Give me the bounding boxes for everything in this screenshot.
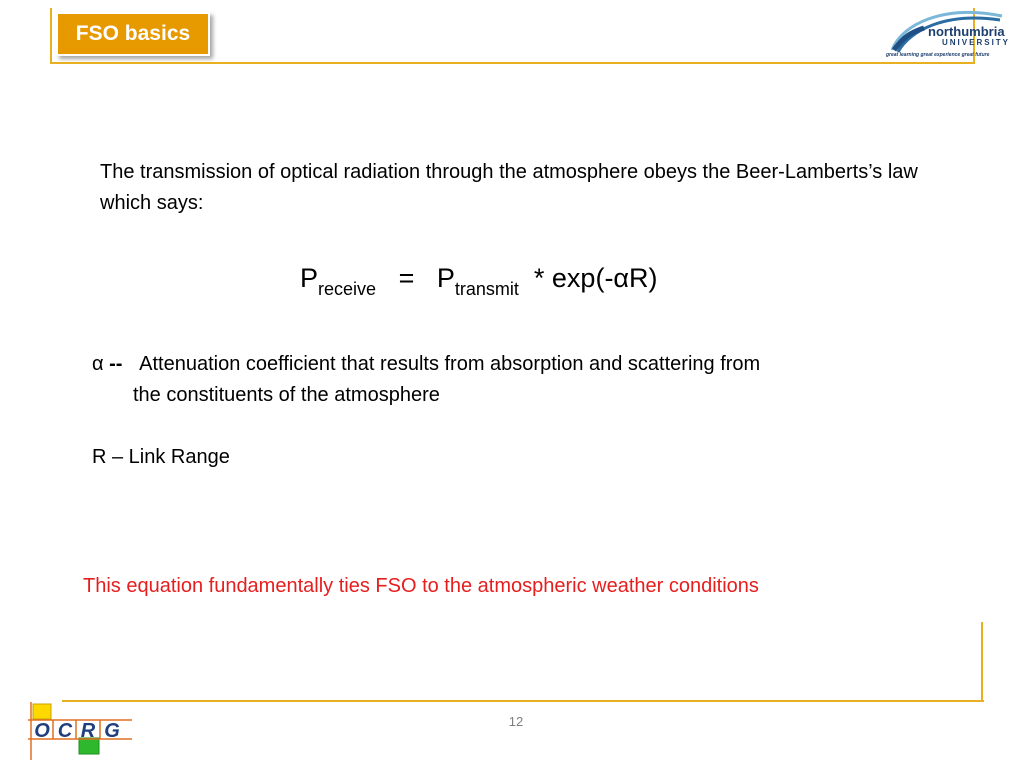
alpha-definition-line-2: the constituents of the atmosphere: [133, 384, 440, 406]
ocrg-letter-c: C: [57, 720, 73, 742]
ocrg-letter-o: O: [34, 720, 50, 742]
university-name: northumbria: [928, 24, 1005, 39]
beer-lambert-equation: [300, 263, 658, 300]
title-rule-horizontal: [50, 62, 974, 64]
northumbria-logo: [884, 2, 1020, 62]
alpha-definition-line-1: Attenuation coefficient that results from absorption and scattering from: [139, 353, 761, 375]
university-tagline: great learning great experience great future: [886, 52, 990, 58]
equation-sub-receive: receive: [318, 279, 377, 299]
title-rule-vertical: [50, 8, 52, 64]
university-sub: UNIVERSITY: [942, 38, 1011, 47]
alpha-symbol: α: [92, 353, 104, 375]
page-number: 12: [508, 714, 524, 729]
slide-title: FSO basics: [56, 12, 210, 56]
footer-rule-horizontal: [62, 700, 984, 702]
alpha-definition: [92, 349, 902, 411]
range-definition: R – Link Range: [92, 446, 230, 468]
alpha-dash: --: [109, 353, 123, 375]
equation-p-receive: P: [300, 263, 319, 293]
footer-rule-vertical: [981, 622, 983, 702]
equation-p-transmit: P: [436, 263, 455, 293]
ocrg-letter-r: R: [80, 720, 96, 742]
ocrg-logo: [28, 702, 132, 760]
intro-paragraph: The transmission of optical radiation through the atmosphere obeys the Beer-Lamberts’s law which says:: [100, 161, 918, 214]
equation-exp-term: * exp(-αR): [533, 263, 658, 293]
ocrg-letter-g: G: [104, 720, 120, 742]
conclusion-highlight: This equation fundamentally ties FSO to the atmospheric weather conditions: [83, 575, 759, 597]
equation-sub-transmit: transmit: [454, 279, 519, 299]
equation-equals: =: [398, 263, 415, 293]
